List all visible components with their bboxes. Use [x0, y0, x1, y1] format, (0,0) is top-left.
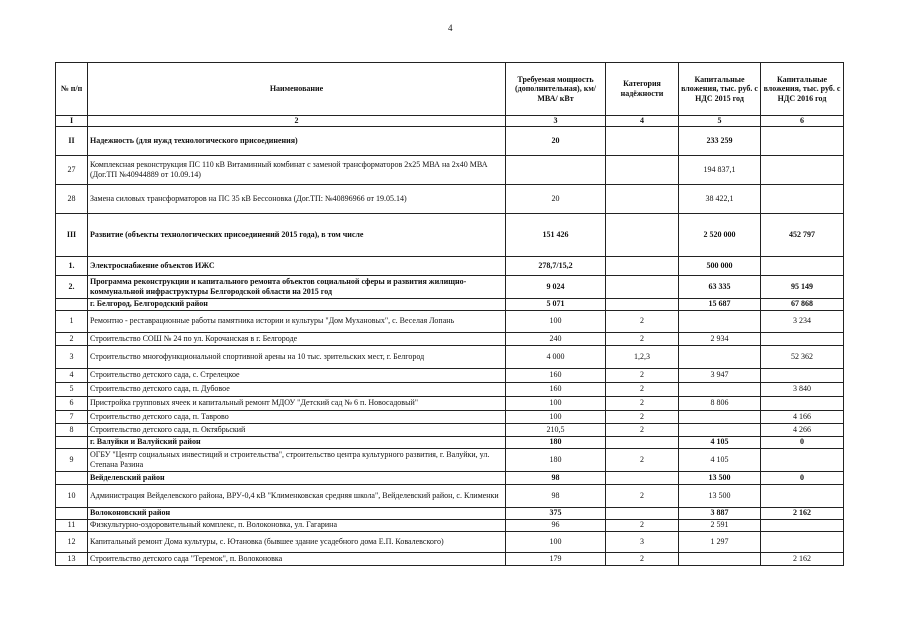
table-row: [56, 213, 844, 256]
row-category: [606, 275, 679, 298]
row-name: Строительство СОШ № 24 по ул. Корочанская в г. Белгороде: [88, 332, 506, 345]
row-number: 1.: [56, 256, 88, 275]
row-name: г. Валуйки и Валуйский район: [88, 436, 506, 448]
row-capex-2016: [761, 126, 844, 155]
row-capex-2016: [761, 484, 844, 507]
row-power: 98: [506, 471, 606, 484]
row-category: [606, 184, 679, 213]
row-category: [606, 471, 679, 484]
row-name: Программа реконструкции и капитального ремонта объектов социальной сферы и развития жилищно-коммунальной инфраструктуры Белгородской области на 2015 год: [88, 275, 506, 298]
row-capex-2015: [679, 382, 761, 396]
row-category: 2: [606, 310, 679, 332]
row-name: Строительство детского сада, п. Таврово: [88, 410, 506, 423]
row-name: Электроснабжение объектов ИЖС: [88, 256, 506, 275]
row-capex-2016: [761, 448, 844, 471]
row-capex-2016: 3 840: [761, 382, 844, 396]
row-number: 4: [56, 368, 88, 382]
table-row: [56, 436, 844, 448]
row-capex-2016: [761, 184, 844, 213]
row-capex-2015: [679, 410, 761, 423]
table-header-row: [56, 63, 844, 116]
header-name: Наименование: [88, 63, 506, 116]
row-number: [56, 507, 88, 519]
row-power: 100: [506, 310, 606, 332]
row-capex-2015: 2 520 000: [679, 213, 761, 256]
row-number: 9: [56, 448, 88, 471]
row-capex-2016: 2 162: [761, 552, 844, 565]
header-capex-2015: Капитальные вложения, тыс. руб. с НДС 2015 год: [679, 63, 761, 116]
row-number: 3: [56, 345, 88, 368]
row-power: 100: [506, 396, 606, 410]
header-power: Требуемая мощность (дополнительная), км/ МВА/ кВт: [506, 63, 606, 116]
row-power: 20: [506, 126, 606, 155]
row-category: 3: [606, 531, 679, 552]
row-number: II: [56, 126, 88, 155]
row-name: Строительство многофункциональной спортивной арены на 10 тыс. зрительских мест, г. Белгород: [88, 345, 506, 368]
row-capex-2016: [761, 155, 844, 184]
row-number: 5: [56, 382, 88, 396]
column-index: 5: [679, 116, 761, 127]
row-capex-2015: 233 259: [679, 126, 761, 155]
row-power: 160: [506, 368, 606, 382]
row-category: [606, 155, 679, 184]
row-power: 9 024: [506, 275, 606, 298]
table-row: [56, 396, 844, 410]
table-row: [56, 448, 844, 471]
row-capex-2015: [679, 423, 761, 436]
row-capex-2015: 8 806: [679, 396, 761, 410]
row-capex-2015: 194 837,1: [679, 155, 761, 184]
row-power: [506, 155, 606, 184]
investment-table: [55, 62, 844, 566]
row-category: [606, 256, 679, 275]
table-row: [56, 345, 844, 368]
row-capex-2015: 4 105: [679, 448, 761, 471]
row-capex-2015: [679, 310, 761, 332]
row-name: Строительство детского сада "Теремок", п. Волоконовка: [88, 552, 506, 565]
row-capex-2016: [761, 332, 844, 345]
row-category: [606, 436, 679, 448]
row-capex-2015: 63 335: [679, 275, 761, 298]
column-index: 4: [606, 116, 679, 127]
row-name: Комплексная реконструкция ПС 110 кВ Витаминный комбинат с заменой трансформаторов 2х25 МВА на 2х40 МВА (Дог.ТП №40944889 от 10.09.14): [88, 155, 506, 184]
row-number: 12: [56, 531, 88, 552]
row-category: [606, 213, 679, 256]
row-capex-2015: 500 000: [679, 256, 761, 275]
row-capex-2015: 13 500: [679, 471, 761, 484]
row-number: 1: [56, 310, 88, 332]
row-number: 8: [56, 423, 88, 436]
row-category: 2: [606, 552, 679, 565]
row-capex-2015: [679, 345, 761, 368]
row-power: 100: [506, 410, 606, 423]
table-row: [56, 484, 844, 507]
row-name: Строительство детского сада, п. Дубовое: [88, 382, 506, 396]
column-index: 6: [761, 116, 844, 127]
row-capex-2016: 0: [761, 436, 844, 448]
row-name: Строительство детского сада, с. Стрелецкое: [88, 368, 506, 382]
row-power: 20: [506, 184, 606, 213]
row-power: 100: [506, 531, 606, 552]
row-capex-2016: 52 362: [761, 345, 844, 368]
header-category: Категория надёжности: [606, 63, 679, 116]
column-index-row: [56, 116, 844, 127]
row-capex-2016: 2 162: [761, 507, 844, 519]
row-capex-2015: 4 105: [679, 436, 761, 448]
table-row: [56, 519, 844, 531]
row-power: 240: [506, 332, 606, 345]
row-number: 13: [56, 552, 88, 565]
table-row: [56, 310, 844, 332]
column-index: I: [56, 116, 88, 127]
table-row: [56, 155, 844, 184]
row-capex-2016: 3 234: [761, 310, 844, 332]
row-capex-2016: [761, 256, 844, 275]
row-category: 2: [606, 368, 679, 382]
row-name: Надежность (для нужд технологического присоединения): [88, 126, 506, 155]
page-number: 4: [448, 23, 453, 33]
row-power: 210,5: [506, 423, 606, 436]
row-capex-2016: [761, 519, 844, 531]
row-capex-2015: 3 947: [679, 368, 761, 382]
row-number: 2.: [56, 275, 88, 298]
row-capex-2016: 67 868: [761, 298, 844, 310]
row-category: 2: [606, 396, 679, 410]
table-row: [56, 423, 844, 436]
table-row: [56, 298, 844, 310]
column-index: 2: [88, 116, 506, 127]
table-row: [56, 275, 844, 298]
row-name: Пристройка групповых ячеек и капитальный ремонт МДОУ "Детский сад № 6 п. Новосадовый": [88, 396, 506, 410]
table-row: [56, 332, 844, 345]
row-category: 2: [606, 332, 679, 345]
table-row: [56, 184, 844, 213]
table-row: [56, 126, 844, 155]
row-number: 11: [56, 519, 88, 531]
header-num: № п/п: [56, 63, 88, 116]
table-row: [56, 552, 844, 565]
row-category: 2: [606, 410, 679, 423]
table-row: [56, 531, 844, 552]
row-number: [56, 298, 88, 310]
row-number: 28: [56, 184, 88, 213]
row-power: 96: [506, 519, 606, 531]
row-name: Капитальный ремонт Дома культуры, с. Ютановка (бывшее здание усадебного дома Е.П. Ковалевского): [88, 531, 506, 552]
table-row: [56, 471, 844, 484]
row-name: Вейделевский район: [88, 471, 506, 484]
row-name: Развитие (объекты технологических присоединений 2015 года), в том числе: [88, 213, 506, 256]
row-capex-2015: 1 297: [679, 531, 761, 552]
row-number: 2: [56, 332, 88, 345]
row-number: III: [56, 213, 88, 256]
row-capex-2016: 452 797: [761, 213, 844, 256]
row-capex-2016: [761, 531, 844, 552]
row-power: 4 000: [506, 345, 606, 368]
table-row: [56, 382, 844, 396]
row-power: 375: [506, 507, 606, 519]
row-category: 1,2,3: [606, 345, 679, 368]
table-row: [56, 368, 844, 382]
row-name: г. Белгород, Белгородский район: [88, 298, 506, 310]
row-capex-2015: 13 500: [679, 484, 761, 507]
row-category: [606, 507, 679, 519]
row-name: Замена силовых трансформаторов на ПС 35 кВ Бессоновка (Дог.ТП: №40896966 от 19.05.14): [88, 184, 506, 213]
row-category: [606, 298, 679, 310]
row-capex-2015: 2 591: [679, 519, 761, 531]
column-index: 3: [506, 116, 606, 127]
row-category: [606, 126, 679, 155]
row-name: Физкультурно-оздоровительный комплекс, п. Волоконовка, ул. Гагарина: [88, 519, 506, 531]
row-category: 2: [606, 382, 679, 396]
row-capex-2016: [761, 368, 844, 382]
row-name: ОГБУ "Центр социальных инвестиций и строительства", строительство центра культурного развития, г. Валуйки, ул. Степана Разина: [88, 448, 506, 471]
row-number: 27: [56, 155, 88, 184]
row-capex-2015: 3 887: [679, 507, 761, 519]
row-capex-2016: [761, 396, 844, 410]
row-capex-2016: 0: [761, 471, 844, 484]
row-number: [56, 436, 88, 448]
row-power: 278,7/15,2: [506, 256, 606, 275]
row-name: Администрация Вейделевского района, ВРУ-0,4 кВ "Клименковская средняя школа", Вейделевский район, с. Клименки: [88, 484, 506, 507]
row-capex-2015: 38 422,1: [679, 184, 761, 213]
table-row: [56, 507, 844, 519]
row-number: [56, 471, 88, 484]
row-power: 180: [506, 448, 606, 471]
table-row: [56, 256, 844, 275]
row-capex-2016: 4 266: [761, 423, 844, 436]
header-capex-2016: Капитальные вложения, тыс. руб. с НДС 2016 год: [761, 63, 844, 116]
row-name: Волоконовский район: [88, 507, 506, 519]
row-capex-2016: 95 149: [761, 275, 844, 298]
table-row: [56, 410, 844, 423]
row-number: 7: [56, 410, 88, 423]
row-number: 10: [56, 484, 88, 507]
row-power: 160: [506, 382, 606, 396]
row-capex-2015: 15 687: [679, 298, 761, 310]
row-power: 5 071: [506, 298, 606, 310]
row-power: 179: [506, 552, 606, 565]
row-name: Ремонтно - реставрационные работы памятника истории и культуры "Дом Мухановых", с. Веселая Лопань: [88, 310, 506, 332]
row-category: 2: [606, 519, 679, 531]
row-category: 2: [606, 484, 679, 507]
row-name: Строительство детского сада, п. Октябрьский: [88, 423, 506, 436]
row-capex-2016: 4 166: [761, 410, 844, 423]
row-number: 6: [56, 396, 88, 410]
row-capex-2015: 2 934: [679, 332, 761, 345]
row-category: 2: [606, 423, 679, 436]
row-capex-2015: [679, 552, 761, 565]
row-power: 98: [506, 484, 606, 507]
row-category: 2: [606, 448, 679, 471]
row-power: 180: [506, 436, 606, 448]
row-power: 151 426: [506, 213, 606, 256]
